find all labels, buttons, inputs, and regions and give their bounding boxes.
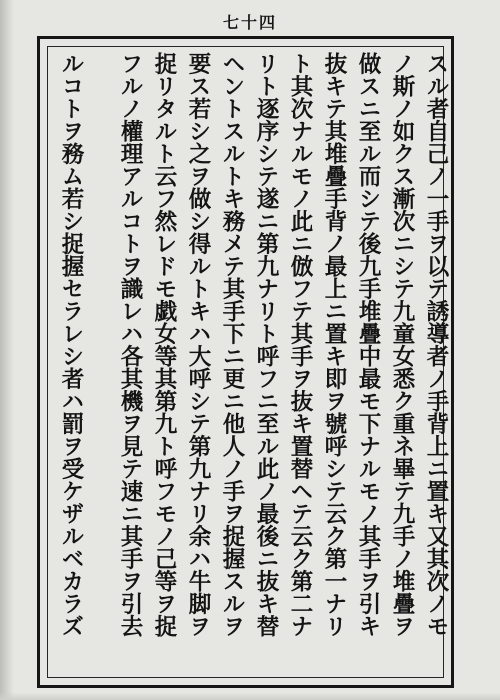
text-column-4: 抜キテ其堆疊手背ノ最上ニ置キ即ヲ號呼シテ云ク第一ナリ [321, 52, 347, 637]
page-bottom-shadow [0, 692, 500, 700]
text-column-8: 要ス若シ之ヲ做シ得ルトキハ大呼シテ第九ナリ余ハ牛脚ヲ [185, 52, 211, 637]
text-column-9: 捉リタルト云フ然レドモ戯女等其第九ト呼フモノ己等ヲ捉 [151, 52, 177, 637]
text-column-6: リト逐序シテ遂ニ第九ナリト呼フニ至ル此ノ最後ニ抜キ替 [253, 52, 279, 637]
page-number: 七十四 [222, 13, 277, 32]
text-column-1: スル者自己ノ一手ヲ以テ誘導者ノ手背上ニ置キ又其次ノモ [423, 52, 449, 637]
text-column-5: ト其次ナルモノ此ニ倣フテ其手ヲ抜キ置替ヘテ云ク第二ナ [287, 52, 313, 637]
text-column-10: フルノ權理アルコトヲ識レハ各其機ヲ見テ速ニ其手ヲ引去 [117, 52, 143, 637]
text-column-11: ルコトヲ務ム若シ捉握セラレシ者ハ罰ヲ受ケザルベカラズ [58, 52, 84, 637]
text-column-3: 做スニ至ル而シテ後九手堆疊中最モ下ナルモノ其手ヲ引キ [355, 52, 381, 637]
text-column-7: ヘントスルトキ務メテ其手下ニ更ニ他人ノ手ヲ捉握スルヲ [219, 52, 245, 637]
text-column-2: ノ斯ノ如クス漸次ニシテ九童女悉ク重ネ畢テ九手ノ堆疊ヲ [389, 52, 415, 637]
page-edge-shadow [0, 0, 14, 700]
